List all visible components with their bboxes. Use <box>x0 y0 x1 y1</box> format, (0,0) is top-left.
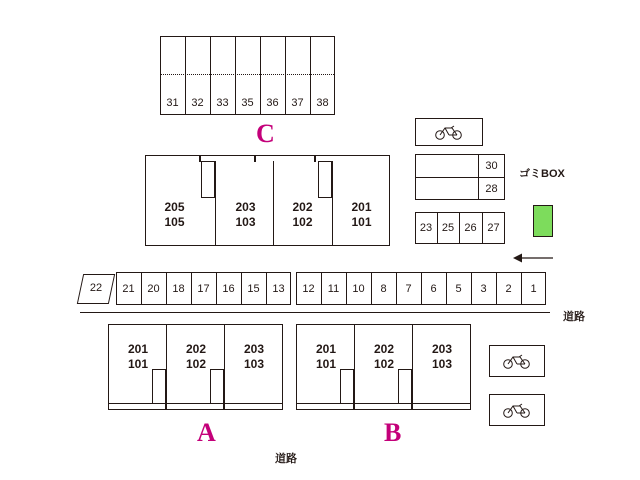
building-c-stair-1 <box>201 161 215 198</box>
parking-stall-31[interactable]: 31 <box>166 96 179 109</box>
road-label-bottom: 道路 <box>275 453 297 465</box>
parking-stall-36[interactable]: 36 <box>266 96 279 109</box>
unit-lower-number: 102 <box>185 357 207 371</box>
parking-stall-12[interactable]: 12 <box>302 282 315 295</box>
parking-stall-11[interactable]: 11 <box>327 282 340 295</box>
building-c-div-3 <box>332 161 333 246</box>
parking-stall-25[interactable]: 25 <box>441 221 455 234</box>
unit-upper-number: 203 <box>235 200 256 214</box>
parking-stall-33[interactable]: 33 <box>216 96 229 109</box>
building-c-unit-205-105[interactable] <box>147 196 202 234</box>
unit-upper-number: 201 <box>127 342 149 356</box>
parking-stall-35[interactable]: 35 <box>241 96 254 109</box>
building-c-unit-203-103[interactable] <box>218 196 273 234</box>
building-b-unit-201-101[interactable] <box>298 338 354 376</box>
building-a-ledge-1 <box>108 404 166 410</box>
parking-stall-38[interactable]: 38 <box>316 96 329 109</box>
parking-stall-32[interactable]: 32 <box>191 96 204 109</box>
gomi-box[interactable] <box>533 205 553 237</box>
building-a-div-2 <box>224 324 225 404</box>
road-line <box>80 312 550 313</box>
parking-stall-10[interactable]: 10 <box>352 282 365 295</box>
bicycle-parking-middle[interactable] <box>489 345 545 377</box>
unit-lower-number: 101 <box>127 357 149 371</box>
parking-stall-26[interactable]: 26 <box>464 221 477 234</box>
unit-upper-number: 202 <box>373 342 395 356</box>
building-b-unit-203-103[interactable] <box>414 338 470 376</box>
unit-lower-number: 105 <box>164 215 185 229</box>
building-a-ledge-2 <box>166 404 224 410</box>
unit-lower-number: 101 <box>351 215 372 229</box>
unit-upper-number: 201 <box>315 342 337 356</box>
stacked-parking-divider <box>416 177 504 178</box>
building-c-div-1 <box>215 161 216 246</box>
building-c-stair-2 <box>318 161 332 198</box>
unit-lower-number: 103 <box>431 357 453 371</box>
parking-stall-7[interactable]: 7 <box>405 282 412 295</box>
unit-upper-number: 203 <box>431 342 453 356</box>
building-b-div-1 <box>354 324 355 404</box>
bicycle-icon <box>502 402 532 418</box>
parking-stall-6[interactable]: 6 <box>430 282 437 295</box>
parking-stall-3[interactable]: 3 <box>480 282 487 295</box>
building-a-div-1 <box>166 324 167 404</box>
parking-stall-20[interactable]: 20 <box>147 282 160 295</box>
bicycle-icon <box>502 353 532 369</box>
parking-stall-2[interactable]: 2 <box>505 282 512 295</box>
building-b-ledge-1 <box>296 404 354 410</box>
building-b-div-2 <box>412 324 413 404</box>
parking-stall-15[interactable]: 15 <box>247 282 260 295</box>
gomi-box-label: ゴミBOX <box>519 168 565 180</box>
parking-stall-8[interactable]: 8 <box>380 282 387 295</box>
parking-stall-22[interactable]: 22 <box>89 281 103 294</box>
building-a-unit-202-102[interactable] <box>168 338 224 376</box>
parking-stall-28[interactable]: 28 <box>485 182 498 195</box>
building-c-div-2 <box>273 161 274 246</box>
bicycle-parking-top[interactable] <box>415 118 483 146</box>
unit-lower-number: 102 <box>292 215 313 229</box>
building-c-notch-left <box>145 155 200 162</box>
parking-stall-27[interactable]: 27 <box>487 221 500 234</box>
bicycle-icon <box>434 124 464 140</box>
unit-lower-number: 103 <box>243 357 265 371</box>
building-c-unit-202-102[interactable] <box>275 196 330 234</box>
unit-upper-number: 205 <box>164 200 185 214</box>
building-a-unit-203-103[interactable] <box>226 338 282 376</box>
unit-upper-number: 203 <box>243 342 265 356</box>
bicycle-parking-bottom[interactable] <box>489 394 545 426</box>
parking-stall-17[interactable]: 17 <box>197 282 210 295</box>
building-b-ledge-2 <box>354 404 412 410</box>
unit-upper-number: 201 <box>351 200 372 214</box>
parking-stall-23[interactable]: 23 <box>419 221 433 234</box>
parking-stall-37[interactable]: 37 <box>291 96 304 109</box>
block-c-label: C <box>256 119 275 148</box>
unit-upper-number: 202 <box>185 342 207 356</box>
building-b-unit-202-102[interactable] <box>356 338 412 376</box>
unit-lower-number: 103 <box>235 215 256 229</box>
parking-stall-16[interactable]: 16 <box>222 282 235 295</box>
building-b-ledge-3 <box>412 404 471 410</box>
road-label-right: 道路 <box>563 311 585 323</box>
parking-stall-1[interactable]: 1 <box>530 282 537 295</box>
building-a-unit-201-101[interactable] <box>110 338 166 376</box>
parking-stall-30[interactable]: 30 <box>485 159 498 172</box>
building-a-ledge-3 <box>224 404 283 410</box>
parking-stall-13[interactable]: 13 <box>272 282 285 295</box>
unit-lower-number: 102 <box>373 357 395 371</box>
unit-lower-number: 101 <box>315 357 337 371</box>
parking-stall-5[interactable]: 5 <box>455 282 462 295</box>
building-c-unit-201-101[interactable] <box>334 196 389 234</box>
arrow-left-icon <box>512 250 554 271</box>
top-parking-divider <box>161 74 334 75</box>
unit-upper-number: 202 <box>292 200 313 214</box>
parking-stall-21[interactable]: 21 <box>122 282 135 295</box>
block-a-label: A <box>197 418 216 447</box>
parking-stall-18[interactable]: 18 <box>172 282 185 295</box>
building-c-notch-mid2 <box>255 155 315 162</box>
block-b-label: B <box>384 418 402 447</box>
